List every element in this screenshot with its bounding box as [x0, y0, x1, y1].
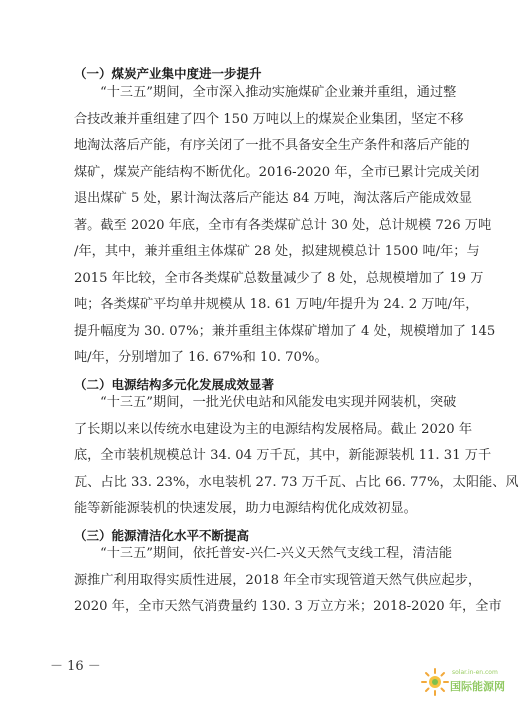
page-number: － 16 －: [50, 659, 101, 674]
text-line: “十三五”期间，依托普安-兴仁-兴义天然气支线工程，清洁能: [100, 546, 453, 561]
watermark-url: solar.in-en.com: [452, 669, 498, 676]
text-line: 底，全市装机规模总计 34. 04 万千瓦，其中，新能源装机 11. 31 万千: [74, 448, 492, 463]
text-line: 源推广利用取得实质性进展，2018 年全市实现管道天然气供应起步，: [74, 572, 482, 588]
text-line: 能等新能源装机的快速发展，助力电源结构优化成效初显。: [74, 501, 417, 516]
text-line: 吨/年，分别增加了 16. 67%和 10. 70%。: [74, 350, 328, 365]
sun-logo-icon: [420, 667, 450, 697]
watermark: [420, 665, 505, 699]
section-1-body: [74, 80, 496, 372]
text-line: 了长期以来以传统水电建设为主的电源结构发展格局。截止 2020 年: [74, 421, 473, 437]
text-line: 煤矿，煤炭产能结构不断优化。2016-2020 年，全市已累计完成关闭: [74, 164, 480, 180]
text-line: 合技改兼并重组建了四个 150 万吨以上的煤炭企业集团，坚定不移: [74, 111, 464, 127]
text-line: 著。截至 2020 年底，全市有各类煤矿总计 30 处，总计规模 726 万吨: [74, 217, 492, 233]
text-line: “十三五”期间，一批光伏电站和风能发电实现并网装机，突破: [100, 395, 457, 410]
section-heading-1: （一）煤炭产业集中度进一步提升: [74, 66, 262, 81]
text-line: 地淘汰落后产能，有序关闭了一批不具备安全生产条件和落后产能的: [74, 138, 470, 153]
text-line: 吨；各类煤矿平均单井规模从 18. 61 万吨/年提升为 24. 2 万吨/年，: [74, 297, 479, 312]
text-line: 瓦、占比 33. 23%，水电装机 27. 73 万千瓦、占比 66. 77%，太阳能、风: [74, 474, 519, 490]
text-line: 2020 年，全市天然气消费量约 130. 3 万立方米；2018-2020 年，全市: [74, 599, 502, 614]
watermark-brand: 国际能源网: [450, 680, 505, 693]
text-line: /年，其中，兼并重组主体煤矿 28 处，拟建规模总计 1500 吨/年；与: [74, 244, 480, 259]
text-line: 退出煤矿 5 处，累计淘汰落后产能达 84 万吨，淘汰落后产能成效显: [74, 191, 472, 206]
section-heading-2: （二）电源结构多元化发展成效显著: [74, 377, 275, 392]
text-line: 提升幅度为 30. 07%；兼并重组主体煤矿增加了 4 处，规模增加了 145: [74, 323, 496, 339]
section-3-body: [74, 541, 502, 621]
section-heading-3: （三）能源清洁化水平不断提高: [74, 528, 250, 543]
text-line: 2015 年比较，全市各类煤矿总数量减少了 8 处，总规模增加了 19 万: [74, 270, 484, 286]
section-2-body: [74, 390, 519, 523]
text-line: “十三五”期间，全市深入推动实施煤矿企业兼并重组，通过整: [100, 85, 457, 100]
